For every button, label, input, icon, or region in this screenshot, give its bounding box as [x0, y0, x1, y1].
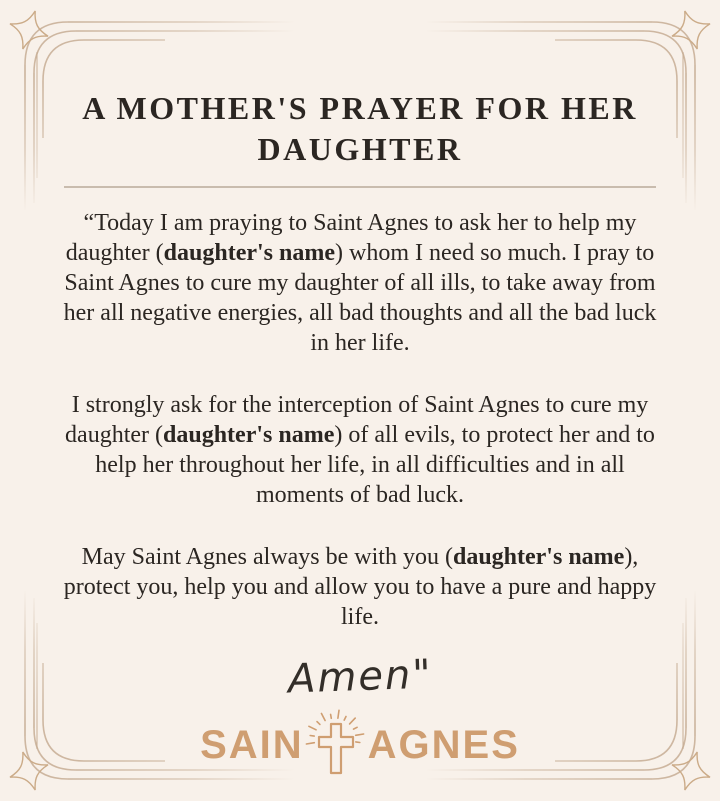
paragraph-text: “Today I am praying to Saint Agnes to ask her to help my daughter (	[65, 210, 637, 266]
amen-text: Amen"	[286, 651, 434, 703]
radiant-cross-icon	[305, 709, 367, 781]
daughters-name-placeholder: daughter's name	[452, 544, 625, 570]
brand-logo	[200, 709, 520, 787]
paragraph-text: ) of all evils, to protect her and to help her throughout her life, in all difficulties and in all moments of bad luck.	[95, 422, 655, 508]
logo-text-sain: SAIN	[200, 722, 304, 767]
prayer-paragraph-3	[53, 542, 667, 632]
prayer-paragraph-2	[53, 390, 667, 510]
prayer-paragraph-1	[53, 208, 667, 358]
logo-text-agnes: AGNES	[367, 722, 520, 767]
paragraph-text: May Saint Agnes always be with you (	[81, 544, 453, 570]
page-title: A MOTHER'S PRAYER FOR HER DAUGHTER	[82, 90, 638, 167]
title-divider	[64, 186, 656, 188]
paragraph-text: I strongly ask for the interception of Saint Agnes to cure my daughter (	[65, 392, 649, 448]
daughters-name-placeholder: daughter's name	[163, 240, 336, 266]
daughters-name-placeholder: daughter's name	[163, 422, 335, 448]
paragraph-text: ), protect you, help you and allow you to have a pure and happy life.	[63, 544, 657, 630]
paragraph-text: ) whom I need so much. I pray to Saint Agnes to cure my daughter of all ills, to take away from her all negative energies, all bad thoughts and all the bad luck in her life.	[63, 240, 657, 356]
